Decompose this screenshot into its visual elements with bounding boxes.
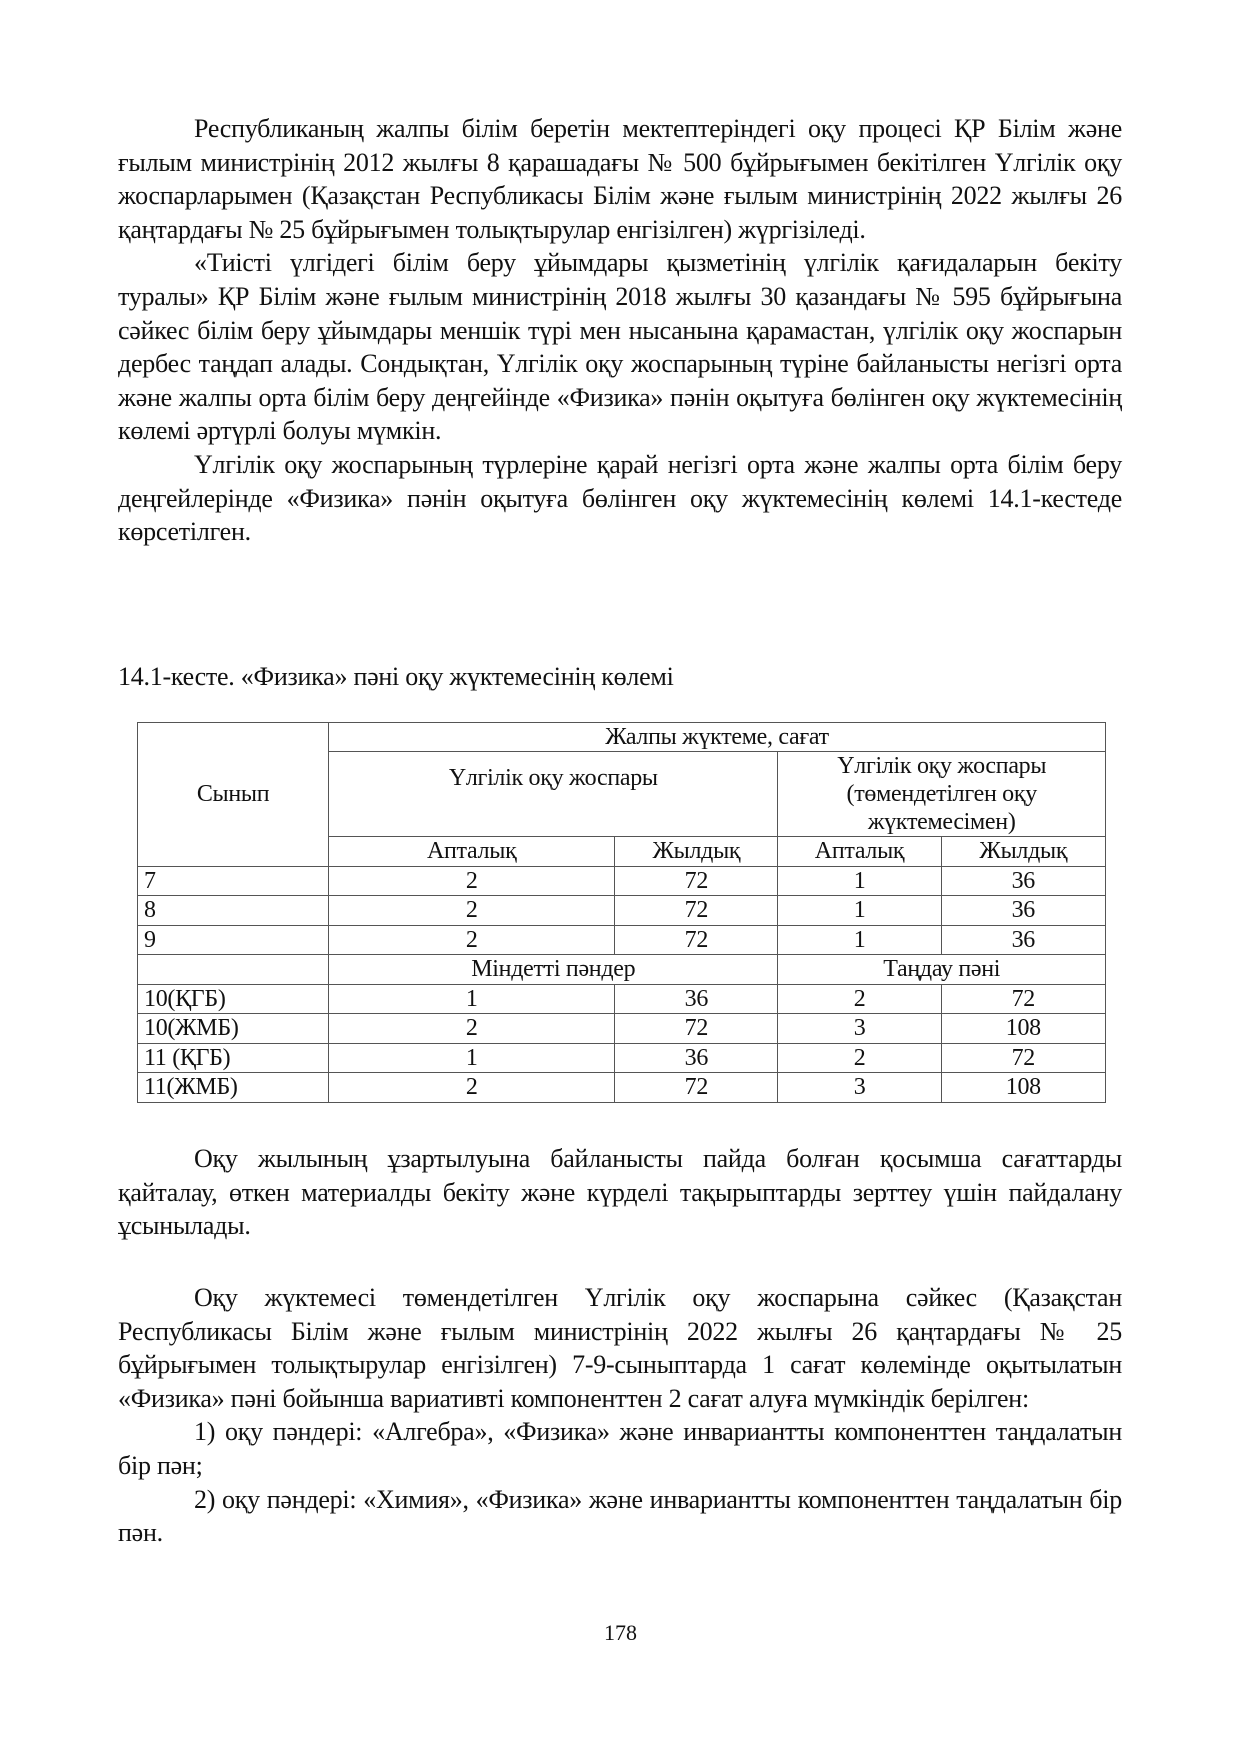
header-plan-reduced: Үлгілік оқу жоспары (төмендетілген оқу жүктемесімен) xyxy=(778,752,1106,837)
table-row xyxy=(138,925,1106,955)
cell: 36 xyxy=(941,925,1105,955)
cell-class: 7 xyxy=(138,866,329,896)
table-row xyxy=(138,866,1106,896)
load-table xyxy=(137,722,1106,1103)
cell: 108 xyxy=(941,1073,1105,1103)
cell: 72 xyxy=(615,896,778,926)
cell: 1 xyxy=(778,896,941,926)
header-yearly: Жылдық xyxy=(941,837,1105,867)
after-table-section xyxy=(118,1142,1122,1243)
cell: 1 xyxy=(778,925,941,955)
table-row xyxy=(138,1073,1106,1103)
cell-class: 9 xyxy=(138,925,329,955)
cell: 2 xyxy=(329,896,615,926)
table-row xyxy=(138,984,1106,1014)
cell: 2 xyxy=(778,984,941,1014)
header-plan-standard: Үлгілік оқу жоспары xyxy=(329,752,778,837)
cell: 36 xyxy=(615,1043,778,1073)
cell: 72 xyxy=(615,1073,778,1103)
cell-empty xyxy=(138,955,329,985)
cell: 72 xyxy=(941,1043,1105,1073)
header-class: Сынып xyxy=(138,723,329,867)
cell: 2 xyxy=(778,1043,941,1073)
paragraph: Үлгілік оқу жоспарының түрлеріне қарай негізгі орта және жалпы орта білім беру деңгейлерінде «Физика» пәнін оқытуға бөлінген оқу жүктемесінің көлемі 14.1-кестеде көрсетілген. xyxy=(118,449,1122,547)
paragraph: Оқу жылының ұзартылуына байланысты пайда болған қосымша сағаттарды қайталау, өткен материалды бекіту және күрделі тақырыптарды зерттеу үшін пайдалану ұсынылады. xyxy=(118,1144,1122,1241)
intro-section xyxy=(118,112,1122,549)
header-weekly: Апталық xyxy=(329,837,615,867)
paragraph: Оқу жүктемесі төмендетілген Үлгілік оқу жоспарына сәйкес (Қазақстан Республикасы Білім және ғылым министрінің 2022 жылғы 26 қаңтардағы № 25 бұйрығымен толықтырулар енгізілген) 7-9-сыныптарда 1 сағат көлемінде оқытылатын «Физика» пәні бойынша вариативті компоненттен 2 сағат алуға мүмкіндік берілген: xyxy=(118,1283,1122,1413)
paragraph: «Тиісті үлгідегі білім беру ұйымдары қызметінің үлгілік қағидаларын бекіту туралы» ҚР Білім және ғылым министрінің 2018 жылғы 30 қазандағы № 595 бұйрығына сәйкес білім беру ұйымдары меншік түрі мен нысанына қарамастан, үлгілік оқу жоспарын дербес таңдап алады. Сондықтан, Үлгілік оқу жоспарының түріне байланысты негізгі орта және жалпы орта білім беру деңгейінде «Физика» пәнін оқытуға бөлінген оқу жүктемесінің көлемі әртүрлі болуы мүмкін. xyxy=(118,248,1122,446)
final-section xyxy=(118,1281,1122,1550)
header-yearly: Жылдық xyxy=(615,837,778,867)
cell: 2 xyxy=(329,1014,615,1044)
list-item: 2) оқу пәндері: «Химия», «Физика» және инвариантты компоненттен таңдалатын бір пән. xyxy=(118,1484,1122,1548)
cell: 36 xyxy=(615,984,778,1014)
cell: 1 xyxy=(778,866,941,896)
cell-class: 10(ҚГБ) xyxy=(138,984,329,1014)
paragraph: Республиканың жалпы білім беретін мектептеріндегі оқу процесі ҚР Білім және ғылым министрінің 2012 жылғы 8 қарашадағы № 500 бұйрығымен бекітілген Үлгілік оқу жоспарларымен (Қазақстан Республикасы Білім және ғылым министрінің 2022 жылғы 26 қаңтардағы № 25 бұйрығымен толықтырулар енгізілген) жүргізіледі. xyxy=(118,114,1122,244)
cell: 2 xyxy=(329,925,615,955)
cell: 3 xyxy=(778,1014,941,1044)
table-row xyxy=(138,1043,1106,1073)
cell: 36 xyxy=(941,866,1105,896)
cell: 72 xyxy=(615,1014,778,1044)
cell-class: 8 xyxy=(138,896,329,926)
table-row xyxy=(138,896,1106,926)
list-item: 1) оқу пәндері: «Алгебра», «Физика» және инвариантты компоненттен таңдалатын бір пән; xyxy=(118,1417,1122,1480)
cell: 36 xyxy=(941,896,1105,926)
header-weekly: Апталық xyxy=(778,837,941,867)
header-total-load: Жалпы жүктеме, сағат xyxy=(329,723,1106,752)
cell: 1 xyxy=(329,1043,615,1073)
cell: 108 xyxy=(941,1014,1105,1044)
cell: 2 xyxy=(329,1073,615,1103)
cell-class: 11(ЖМБ) xyxy=(138,1073,329,1103)
subheader-row xyxy=(138,955,1106,985)
cell: 72 xyxy=(941,984,1105,1014)
cell-class: 11 (ҚГБ) xyxy=(138,1043,329,1073)
cell: 72 xyxy=(615,925,778,955)
table-caption: 14.1-кесте. «Физика» пәні оқу жүктемесінің көлемі xyxy=(118,662,674,691)
cell: 3 xyxy=(778,1073,941,1103)
subheader-mandatory: Міндетті пәндер xyxy=(329,955,778,985)
cell: 1 xyxy=(329,984,615,1014)
subheader-elective: Таңдау пәні xyxy=(778,955,1106,985)
cell: 2 xyxy=(329,866,615,896)
cell: 72 xyxy=(615,866,778,896)
cell-class: 10(ЖМБ) xyxy=(138,1014,329,1044)
page-number: 178 xyxy=(604,1620,637,1645)
table-row xyxy=(138,1014,1106,1044)
